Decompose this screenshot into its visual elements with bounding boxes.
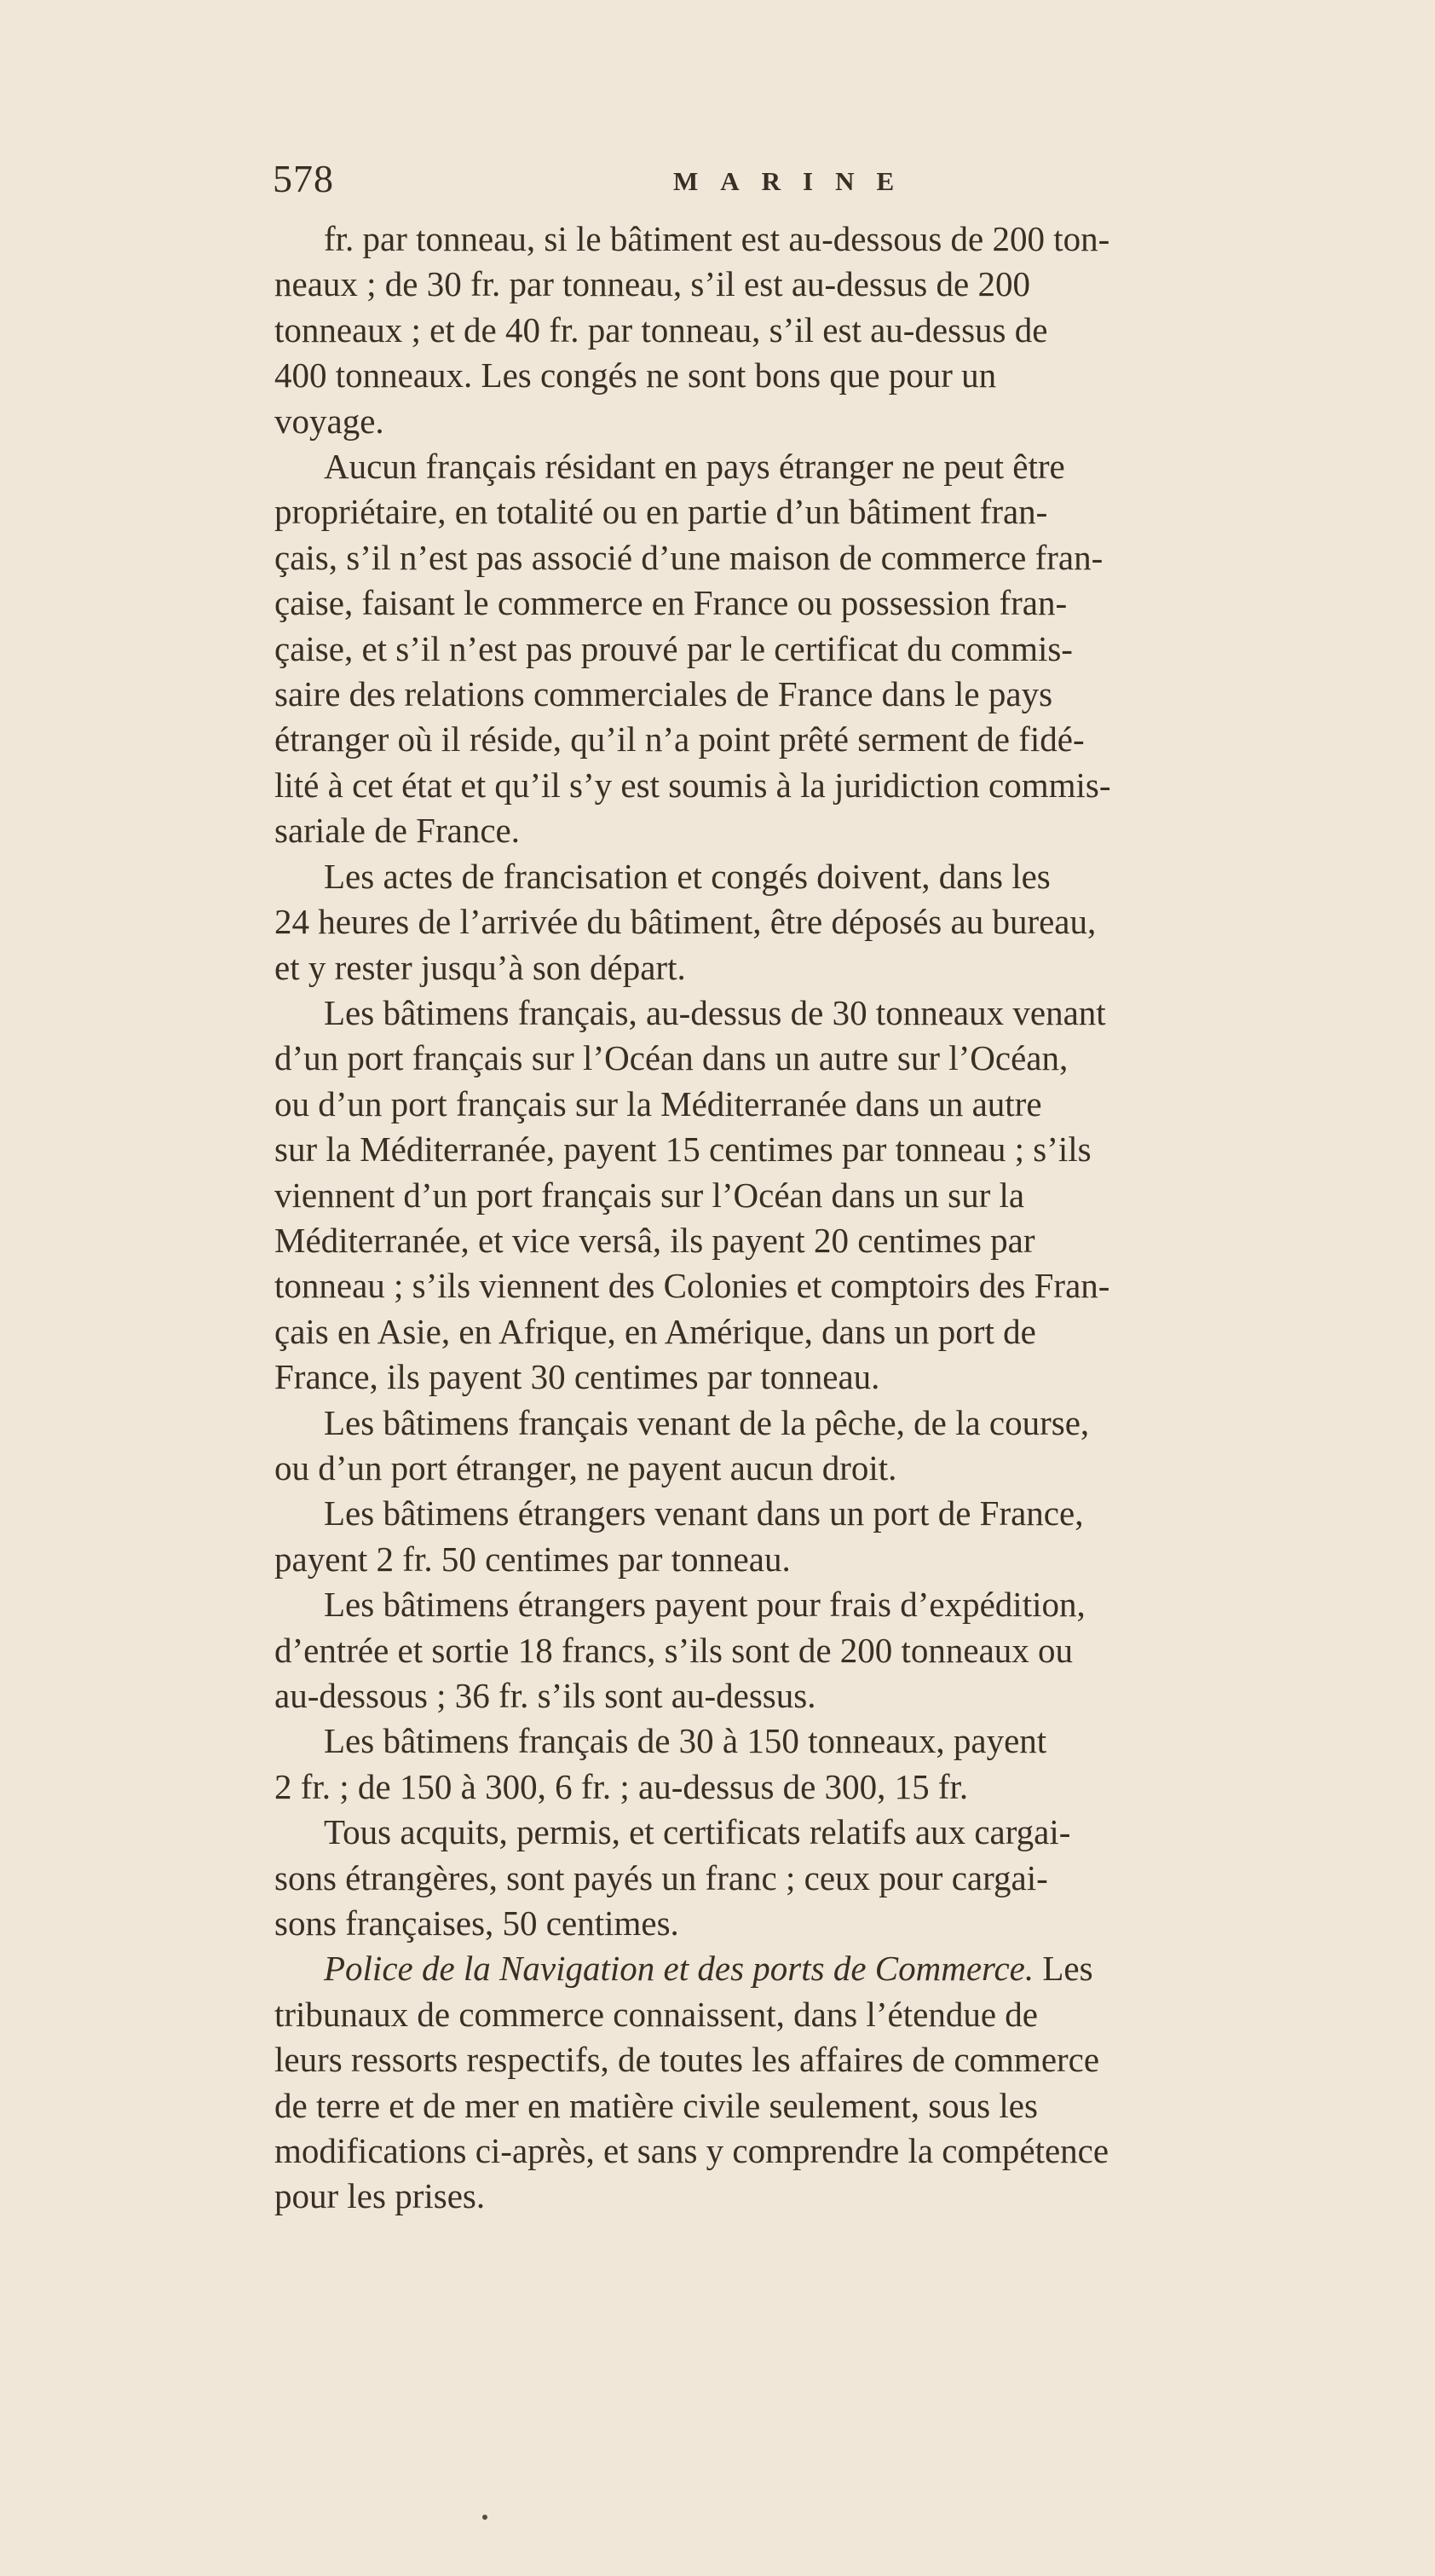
page-number: 578: [273, 157, 334, 200]
text-line: çais, s’il n’est pas associé d’une maison de commerce fran-: [274, 537, 1104, 577]
text-line: çaise, et s’il n’est pas prouvé par le certificat du commis-: [274, 628, 1073, 668]
text-line: d’un port français sur l’Océan dans un autre sur l’Océan,: [274, 1038, 1069, 1078]
text-line: 400 tonneaux. Les congés ne sont bons que pour un: [274, 355, 997, 396]
text-line: Les: [1034, 1949, 1093, 1989]
text-line: viennent d’un port français sur l’Océan dans un sur la: [274, 1175, 1025, 1215]
paragraph-9: [274, 1810, 1389, 1946]
text-line: Les actes de francisation et congés doivent, dans les: [324, 856, 1051, 896]
section-heading: Police de la Navigation et des ports de Commerce.: [324, 1949, 1034, 1989]
text-line: tonneaux ; et de 40 fr. par tonneau, s’il est au-dessus de: [274, 309, 1048, 349]
text-line: et y rester jusqu’à son départ.: [274, 947, 686, 987]
text-line: Les bâtimens français venant de la pêche, de la course,: [324, 1402, 1090, 1442]
paragraph-2: [274, 444, 1389, 854]
text-line: tribunaux de commerce connaissent, dans l’étendue de: [274, 1994, 1038, 2034]
page-header: [273, 156, 1385, 207]
paragraph-3: [274, 854, 1389, 991]
text-line: lité à cet état et qu’il s’y est soumis à la juridiction commis-: [274, 765, 1111, 805]
text-line: France, ils payent 30 centimes par tonneau.: [274, 1357, 880, 1397]
text-line: tonneau ; s’ils viennent des Colonies et comptoirs des Fran-: [274, 1266, 1110, 1306]
text-line: Aucun français résidant en pays étranger ne peut être: [324, 447, 1065, 487]
text-line: neaux ; de 30 fr. par tonneau, s’il est au-dessus de 200: [274, 264, 1030, 304]
text-line: Les bâtimens étrangers venant dans un port de France,: [324, 1493, 1084, 1533]
text-line: Les bâtimens français de 30 à 150 tonneaux, payent: [324, 1721, 1047, 1761]
text-line: propriétaire, en totalité ou en partie d’un bâtiment fran-: [274, 492, 1048, 532]
text-line: leurs ressorts respectifs, de toutes les affaires de commerce: [274, 2040, 1100, 2080]
text-line: fr. par tonneau, si le bâtiment est au-dessous de 200 ton-: [324, 219, 1110, 258]
text-line: payent 2 fr. 50 centimes par tonneau.: [274, 1539, 791, 1579]
paragraph-10: [274, 1946, 1389, 2219]
text-line: de terre et de mer en matière civile seulement, sous les: [274, 2085, 1038, 2125]
text-line: d’entrée et sortie 18 francs, s’ils sont de 200 tonneaux ou: [274, 1630, 1074, 1670]
paragraph-1: [274, 217, 1389, 444]
text-line: sons étrangères, sont payés un franc ; ceux pour cargai-: [274, 1857, 1048, 1897]
text-line: pour les prises.: [274, 2176, 486, 2216]
text-line: 24 heures de l’arrivée du bâtiment, être déposés au bureau,: [274, 902, 1097, 942]
text-line: ou d’un port étranger, ne payent aucun droit.: [274, 1447, 897, 1487]
text-line: saire des relations commerciales de France dans le pays: [274, 674, 1053, 714]
text-line: modifications ci-après, et sans y comprendre la compétence: [274, 2131, 1109, 2171]
text-line: ou d’un port français sur la Méditerranée dans un autre: [274, 1083, 1042, 1123]
page-body: [274, 217, 1389, 2220]
running-head: MARINE: [673, 166, 917, 196]
paragraph-4: [274, 991, 1389, 1401]
text-line: sariale de France.: [274, 811, 520, 851]
text-line: çaise, faisant le commerce en France ou possession fran-: [274, 583, 1068, 623]
text-line: sons françaises, 50 centimes.: [274, 1903, 679, 1944]
text-line: Tous acquits, permis, et certificats relatifs aux cargai-: [324, 1812, 1071, 1852]
text-line: étranger où il réside, qu’il n’a point prêté serment de fidé-: [274, 719, 1085, 760]
text-line: sur la Méditerranée, payent 15 centimes par tonneau ; s’ils: [274, 1129, 1092, 1170]
paragraph-5: [274, 1401, 1389, 1492]
paragraph-6: [274, 1491, 1389, 1582]
ink-speck: [482, 2515, 487, 2520]
text-line: Méditerranée, et vice versâ, ils payent 20 centimes par: [274, 1220, 1035, 1260]
text-line: Les bâtimens étrangers payent pour frais d’expédition,: [324, 1585, 1086, 1625]
paragraph-8: [274, 1718, 1389, 1810]
text-line: çais en Asie, en Afrique, en Amérique, dans un port de: [274, 1311, 1036, 1351]
text-line: au-dessous ; 36 fr. s’ils sont au-dessus.: [274, 1676, 816, 1715]
text-line: 2 fr. ; de 150 à 300, 6 fr. ; au-dessus de 300, 15 fr.: [274, 1766, 969, 1806]
text-line: Les bâtimens français, au-dessus de 30 tonneaux venant: [324, 992, 1106, 1032]
text-line: voyage.: [274, 401, 384, 441]
paragraph-7: [274, 1582, 1389, 1718]
